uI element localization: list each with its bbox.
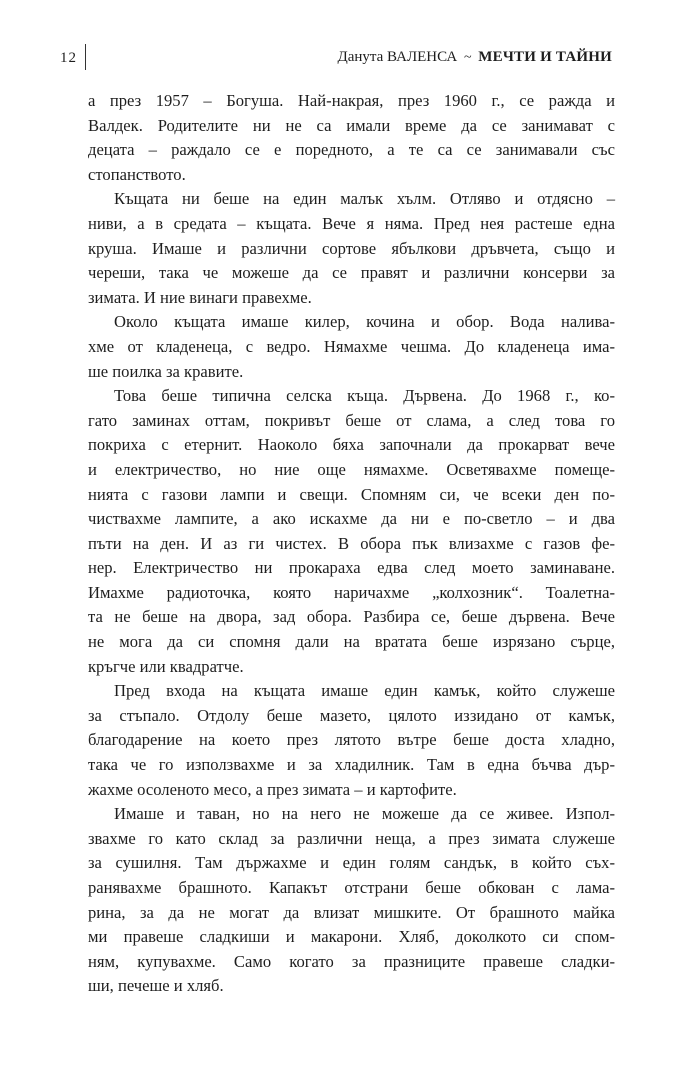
author-name: Данута ВАЛЕНСА: [337, 49, 458, 65]
text-line: нията с газови лампи и свещи. Спомням си, че всеки ден по-: [88, 484, 615, 504]
ornament-icon: ~: [463, 50, 472, 65]
text-line: нер. Електричество ни прокараха едва след моето заминаване.: [88, 558, 615, 578]
text-line: Валдек. Родителите ни не са имали време да се занимават с: [88, 115, 615, 135]
text-line: Къщата ни беше на един малък хълм. Отляво и отдясно –: [114, 189, 615, 209]
text-line: благодарение на което през лятото вътре беше доста хладно,: [88, 730, 615, 750]
page-header: [60, 44, 612, 70]
text-line: череши, така че можеше да се правят и различни консерви за: [88, 263, 615, 283]
text-line: та не беше на двора, зад обора. Разбира се, беше дървена. Вече: [88, 607, 615, 627]
text-line: и електричество, но ние още нямахме. Осветявахме помеще-: [88, 459, 615, 479]
text-line: круша. Имаше и различни сортове ябълкови дръвчета, също и: [88, 238, 615, 258]
text-line: Имахме радиоточка, която наричахме „колхозник“. Тоалетна-: [88, 582, 615, 602]
text-line: Имаше и таван, но на него не можеше да се живее. Изпол-: [114, 804, 615, 824]
text-line: звахме го като склад за различни неща, а през зимата служеше: [88, 828, 615, 848]
text-line: ниви, а в средата – къщата. Вече я няма. Пред нея растеше една: [88, 213, 615, 233]
body-text: [88, 89, 615, 999]
header-divider: [85, 44, 86, 70]
text-line: за стъпало. Отдолу беше мазето, цялото иззидано от камък,: [88, 705, 615, 725]
text-line: така че го използвахме и за хладилник. Там в една бъчва дър-: [88, 755, 615, 775]
running-head: [337, 49, 612, 66]
text-line: не мога да си спомня дали на вратата беше изрязано сърце,: [88, 632, 615, 652]
text-line: покриха с етернит. Наоколо бяха започнали да прокарват вече: [88, 435, 615, 455]
book-title: МЕЧТИ И ТАЙНИ: [478, 49, 612, 65]
text-line: ням, купувахме. Само когато за празниците правеше сладки-: [88, 951, 615, 971]
text-line: Това беше типична селска къща. Дървена. До 1968 г., ко-: [114, 386, 615, 406]
text-line: за сушилня. Там държахме и един голям сандък, в който съх-: [88, 853, 615, 873]
text-line: ше поилка за кравите.: [88, 361, 244, 381]
text-line: стопанството.: [88, 164, 186, 184]
text-line: децата – раждало се е поредното, а те са се занимавали със: [88, 140, 615, 160]
text-line: кръгче или квадратче.: [88, 656, 244, 676]
text-line: ми правеше сладкиши и макарони. Хляб, доколкото си спом-: [88, 927, 615, 947]
text-line: Около къщата имаше килер, кочина и обор. Вода налива-: [114, 312, 615, 332]
text-line: хме от кладенеца, с ведро. Нямахме чешма. До кладенеца има-: [88, 336, 615, 356]
text-line: гато заминах оттам, покривът беше от слама, а след това го: [88, 410, 615, 430]
text-line: пъти на ден. И аз ги чистех. В обора пък влизахме с газов фе-: [88, 533, 615, 553]
text-line: ранявахме брашното. Капакът отстрани беше обкован с лама-: [88, 878, 615, 897]
text-line: рина, за да не могат да влизат мишките. От брашното майка: [88, 902, 615, 922]
text-line: чиствахме лампите, а ако искахме да ни е по-светло – и два: [88, 509, 615, 529]
page-number: 12: [60, 50, 77, 66]
text-line: жахме осоленото месо, а през зимата – и картофите.: [88, 779, 457, 799]
text-line: Пред входа на къщата имаше един камък, който служеше: [114, 681, 615, 701]
text-line: ши, печеше и хляб.: [88, 976, 224, 996]
text-line: зимата. И ние винаги правехме.: [88, 287, 312, 307]
text-line: а през 1957 – Богуша. Най-накрая, през 1960 г., се ражда и: [88, 91, 615, 110]
